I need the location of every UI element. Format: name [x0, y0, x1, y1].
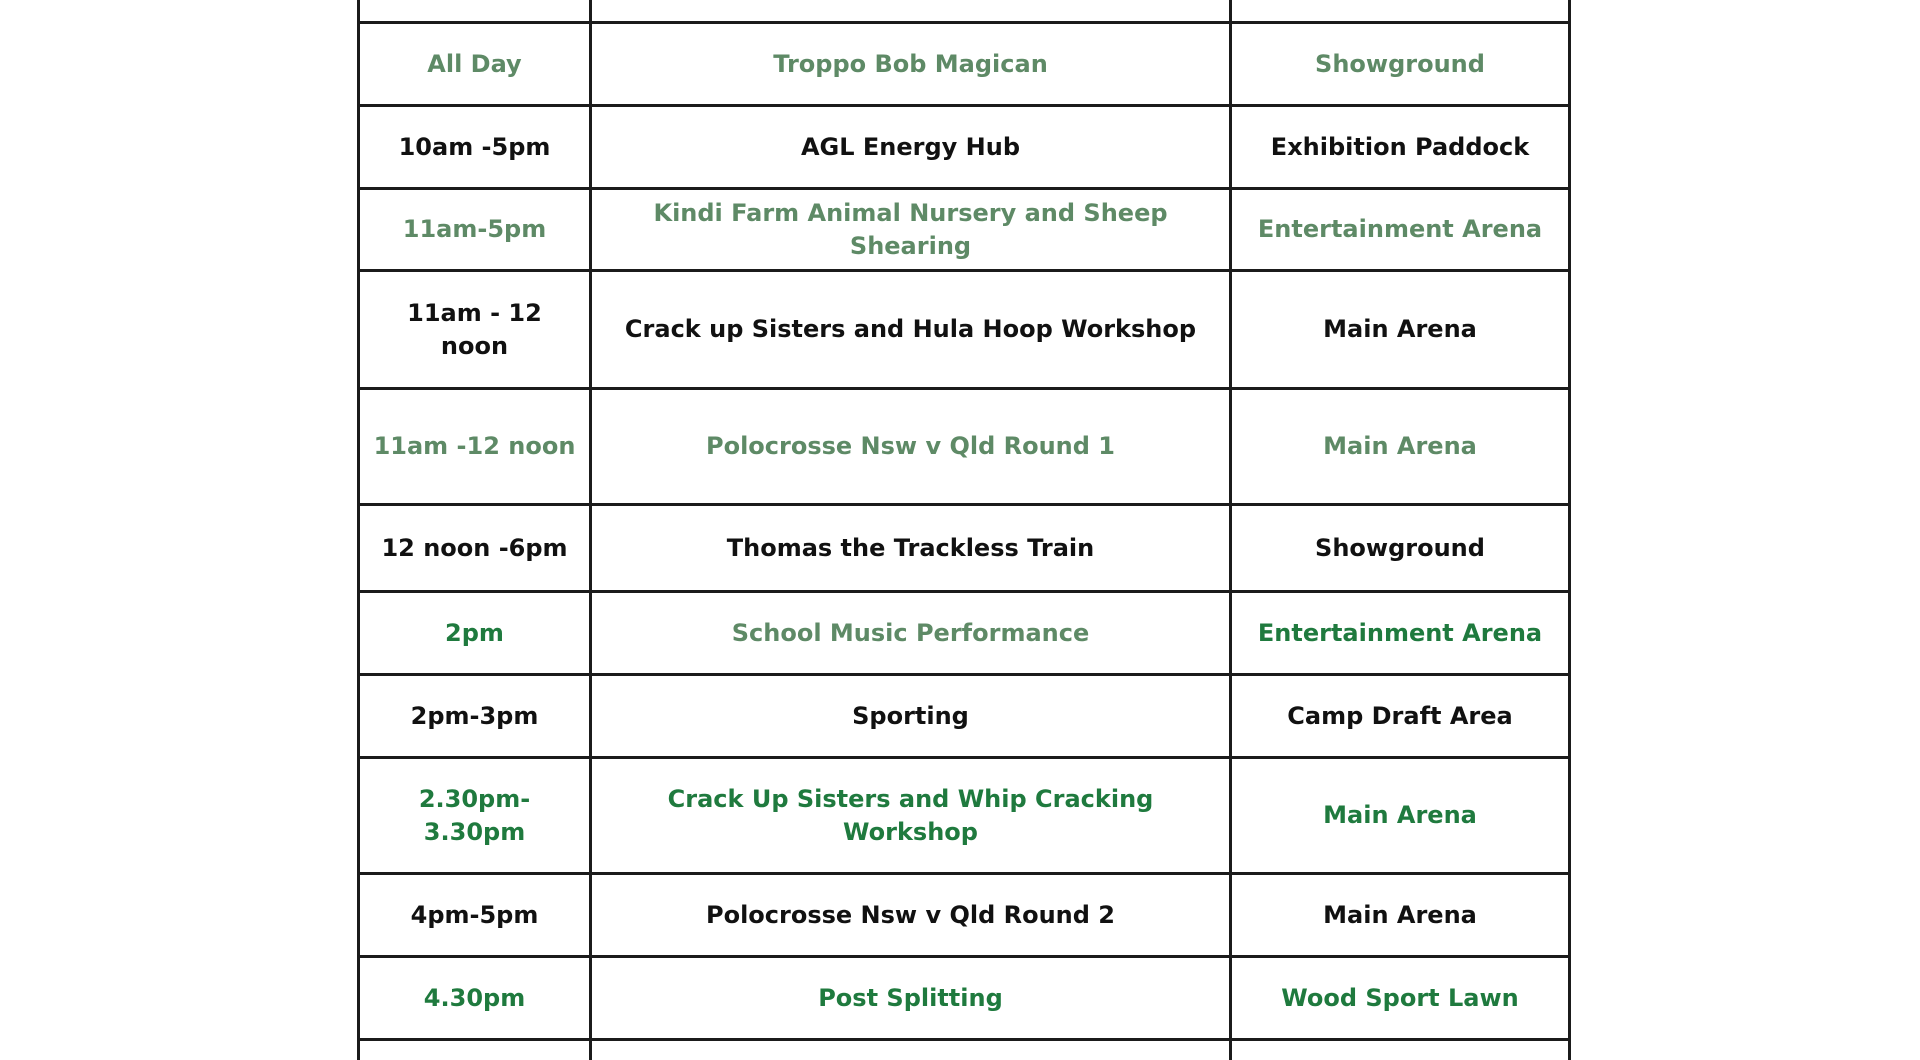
table-row	[359, 1040, 1570, 1060]
time-cell: 11am-5pm	[359, 189, 591, 271]
table-row	[359, 271, 1570, 389]
event-cell	[591, 1040, 1231, 1060]
venue-cell: Showground	[1231, 505, 1570, 592]
table-row	[359, 23, 1570, 106]
event-cell: Crack up Sisters and Hula Hoop Workshop	[591, 271, 1231, 389]
venue-cell: Entertainment Arena	[1231, 189, 1570, 271]
venue-cell: Main Arena	[1231, 758, 1570, 874]
event-cell: Crack Up Sisters and Whip Cracking Workshop	[591, 758, 1231, 874]
table-row	[359, 106, 1570, 189]
schedule-body	[359, 0, 1570, 1060]
table-row	[359, 389, 1570, 505]
venue-cell: Entertainment Arena	[1231, 592, 1570, 675]
table-row	[359, 592, 1570, 675]
event-cell: School Music Performance	[591, 592, 1231, 675]
table-row	[359, 505, 1570, 592]
event-cell: Polocrosse Nsw v Qld Round 2	[591, 874, 1231, 957]
table-row	[359, 675, 1570, 758]
venue-cell: Showground	[1231, 23, 1570, 106]
event-cell: Post Splitting	[591, 957, 1231, 1040]
time-cell: 4pm-5pm	[359, 874, 591, 957]
venue-cell: Exhibition Paddock	[1231, 106, 1570, 189]
venue-cell	[1231, 1040, 1570, 1060]
time-cell: 11am -12 noon	[359, 389, 591, 505]
table-row	[359, 0, 1570, 23]
table-row	[359, 758, 1570, 874]
venue-cell	[1231, 0, 1570, 23]
time-cell	[359, 1040, 591, 1060]
table-row	[359, 957, 1570, 1040]
event-cell: Troppo Bob Magican	[591, 23, 1231, 106]
time-cell: 2.30pm- 3.30pm	[359, 758, 591, 874]
time-cell: 2pm	[359, 592, 591, 675]
venue-cell: Wood Sport Lawn	[1231, 957, 1570, 1040]
time-cell: 2pm-3pm	[359, 675, 591, 758]
event-cell: Kindi Farm Animal Nursery and Sheep Shearing	[591, 189, 1231, 271]
venue-cell: Main Arena	[1231, 389, 1570, 505]
time-cell	[359, 0, 591, 23]
time-cell: 4.30pm	[359, 957, 591, 1040]
time-cell: 10am -5pm	[359, 106, 591, 189]
time-cell: All Day	[359, 23, 591, 106]
table-row	[359, 189, 1570, 271]
event-cell: Thomas the Trackless Train	[591, 505, 1231, 592]
event-cell: Sporting	[591, 675, 1231, 758]
event-cell	[591, 0, 1231, 23]
time-cell: 12 noon -6pm	[359, 505, 591, 592]
event-cell: AGL Energy Hub	[591, 106, 1231, 189]
schedule-table	[357, 0, 1571, 1060]
venue-cell: Main Arena	[1231, 271, 1570, 389]
table-row	[359, 874, 1570, 957]
event-cell: Polocrosse Nsw v Qld Round 1	[591, 389, 1231, 505]
time-cell: 11am - 12 noon	[359, 271, 591, 389]
venue-cell: Camp Draft Area	[1231, 675, 1570, 758]
venue-cell: Main Arena	[1231, 874, 1570, 957]
